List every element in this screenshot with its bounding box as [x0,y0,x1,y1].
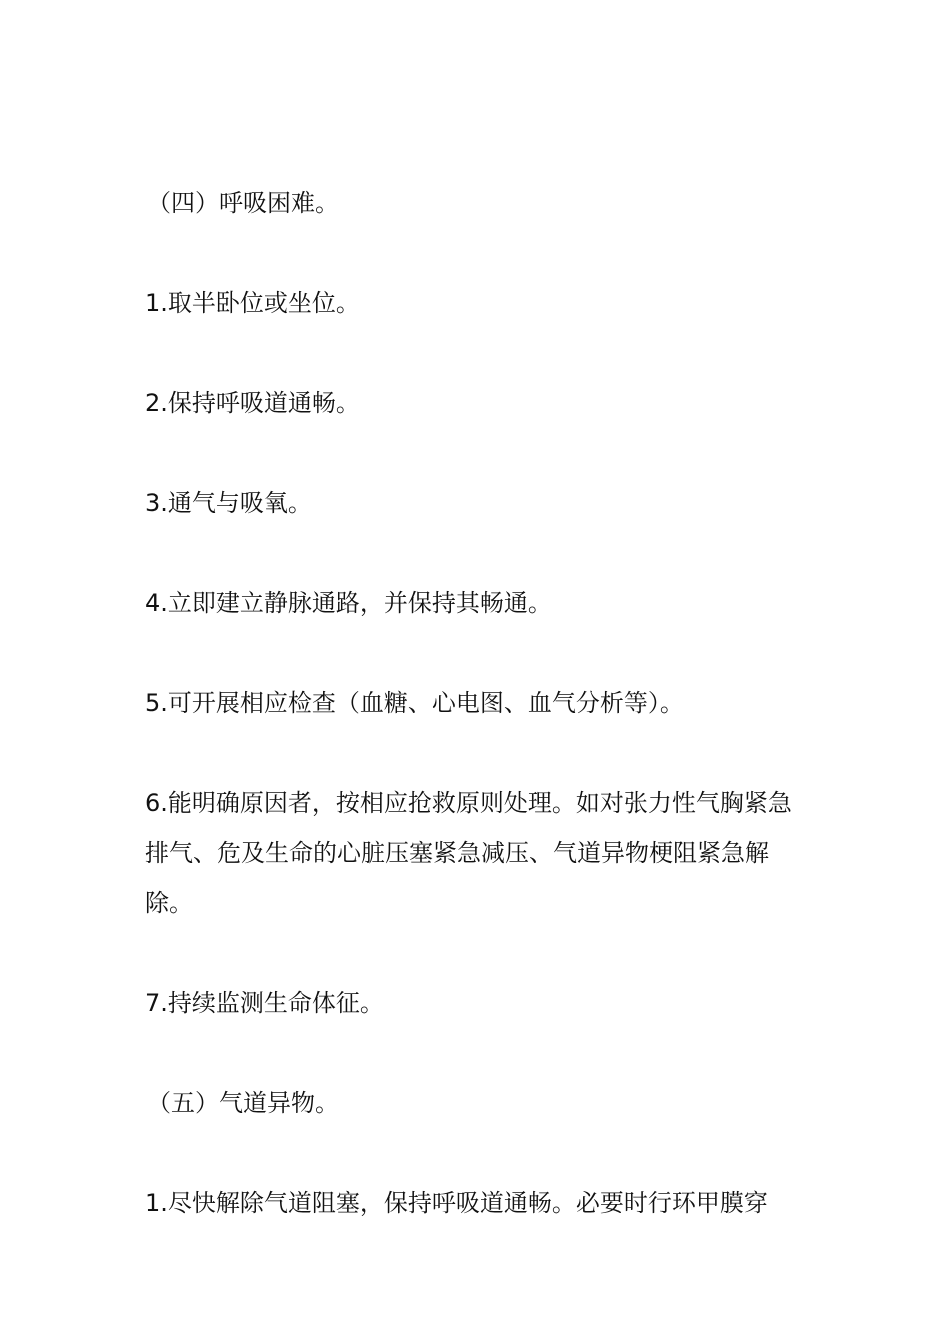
list-item-3: 3.通气与吸氧。 [145,489,312,517]
list-item-7: 7.持续监测生命体征。 [145,989,384,1017]
list-item-6: 6.能明确原因者，按相应抢救原则处理。如对张力性气胸紧急排气、危及生命的心脏压塞紧急减压、气道异物梗阻紧急解除。 [145,789,792,917]
paragraph-spacing [145,428,810,478]
paragraph-spacing [145,728,810,778]
list-item-2: 2.保持呼吸道通畅。 [145,389,360,417]
section-heading-airway-foreign-body: （五）气道异物。 [147,1089,339,1117]
paragraph-spacing [145,528,810,578]
paragraph-spacing [145,928,810,978]
paragraph-spacing [145,628,810,678]
list-item-5: 5.可开展相应检查（血糖、心电图、血气分析等）。 [145,689,684,717]
section-heading-dyspnea: （四）呼吸困难。 [147,189,339,217]
list-item-4: 4.立即建立静脉通路，并保持其畅通。 [145,589,552,617]
paragraph-spacing [145,328,810,378]
paragraph-spacing [145,228,810,278]
document-body [145,178,810,1228]
paragraph-spacing [145,1028,810,1078]
list-item-1: 1.取半卧位或坐位。 [145,289,360,317]
list-item-1-airway: 1.尽快解除气道阻塞，保持呼吸道通畅。必要时行环甲膜穿 [145,1189,768,1217]
paragraph-spacing [145,1128,810,1178]
